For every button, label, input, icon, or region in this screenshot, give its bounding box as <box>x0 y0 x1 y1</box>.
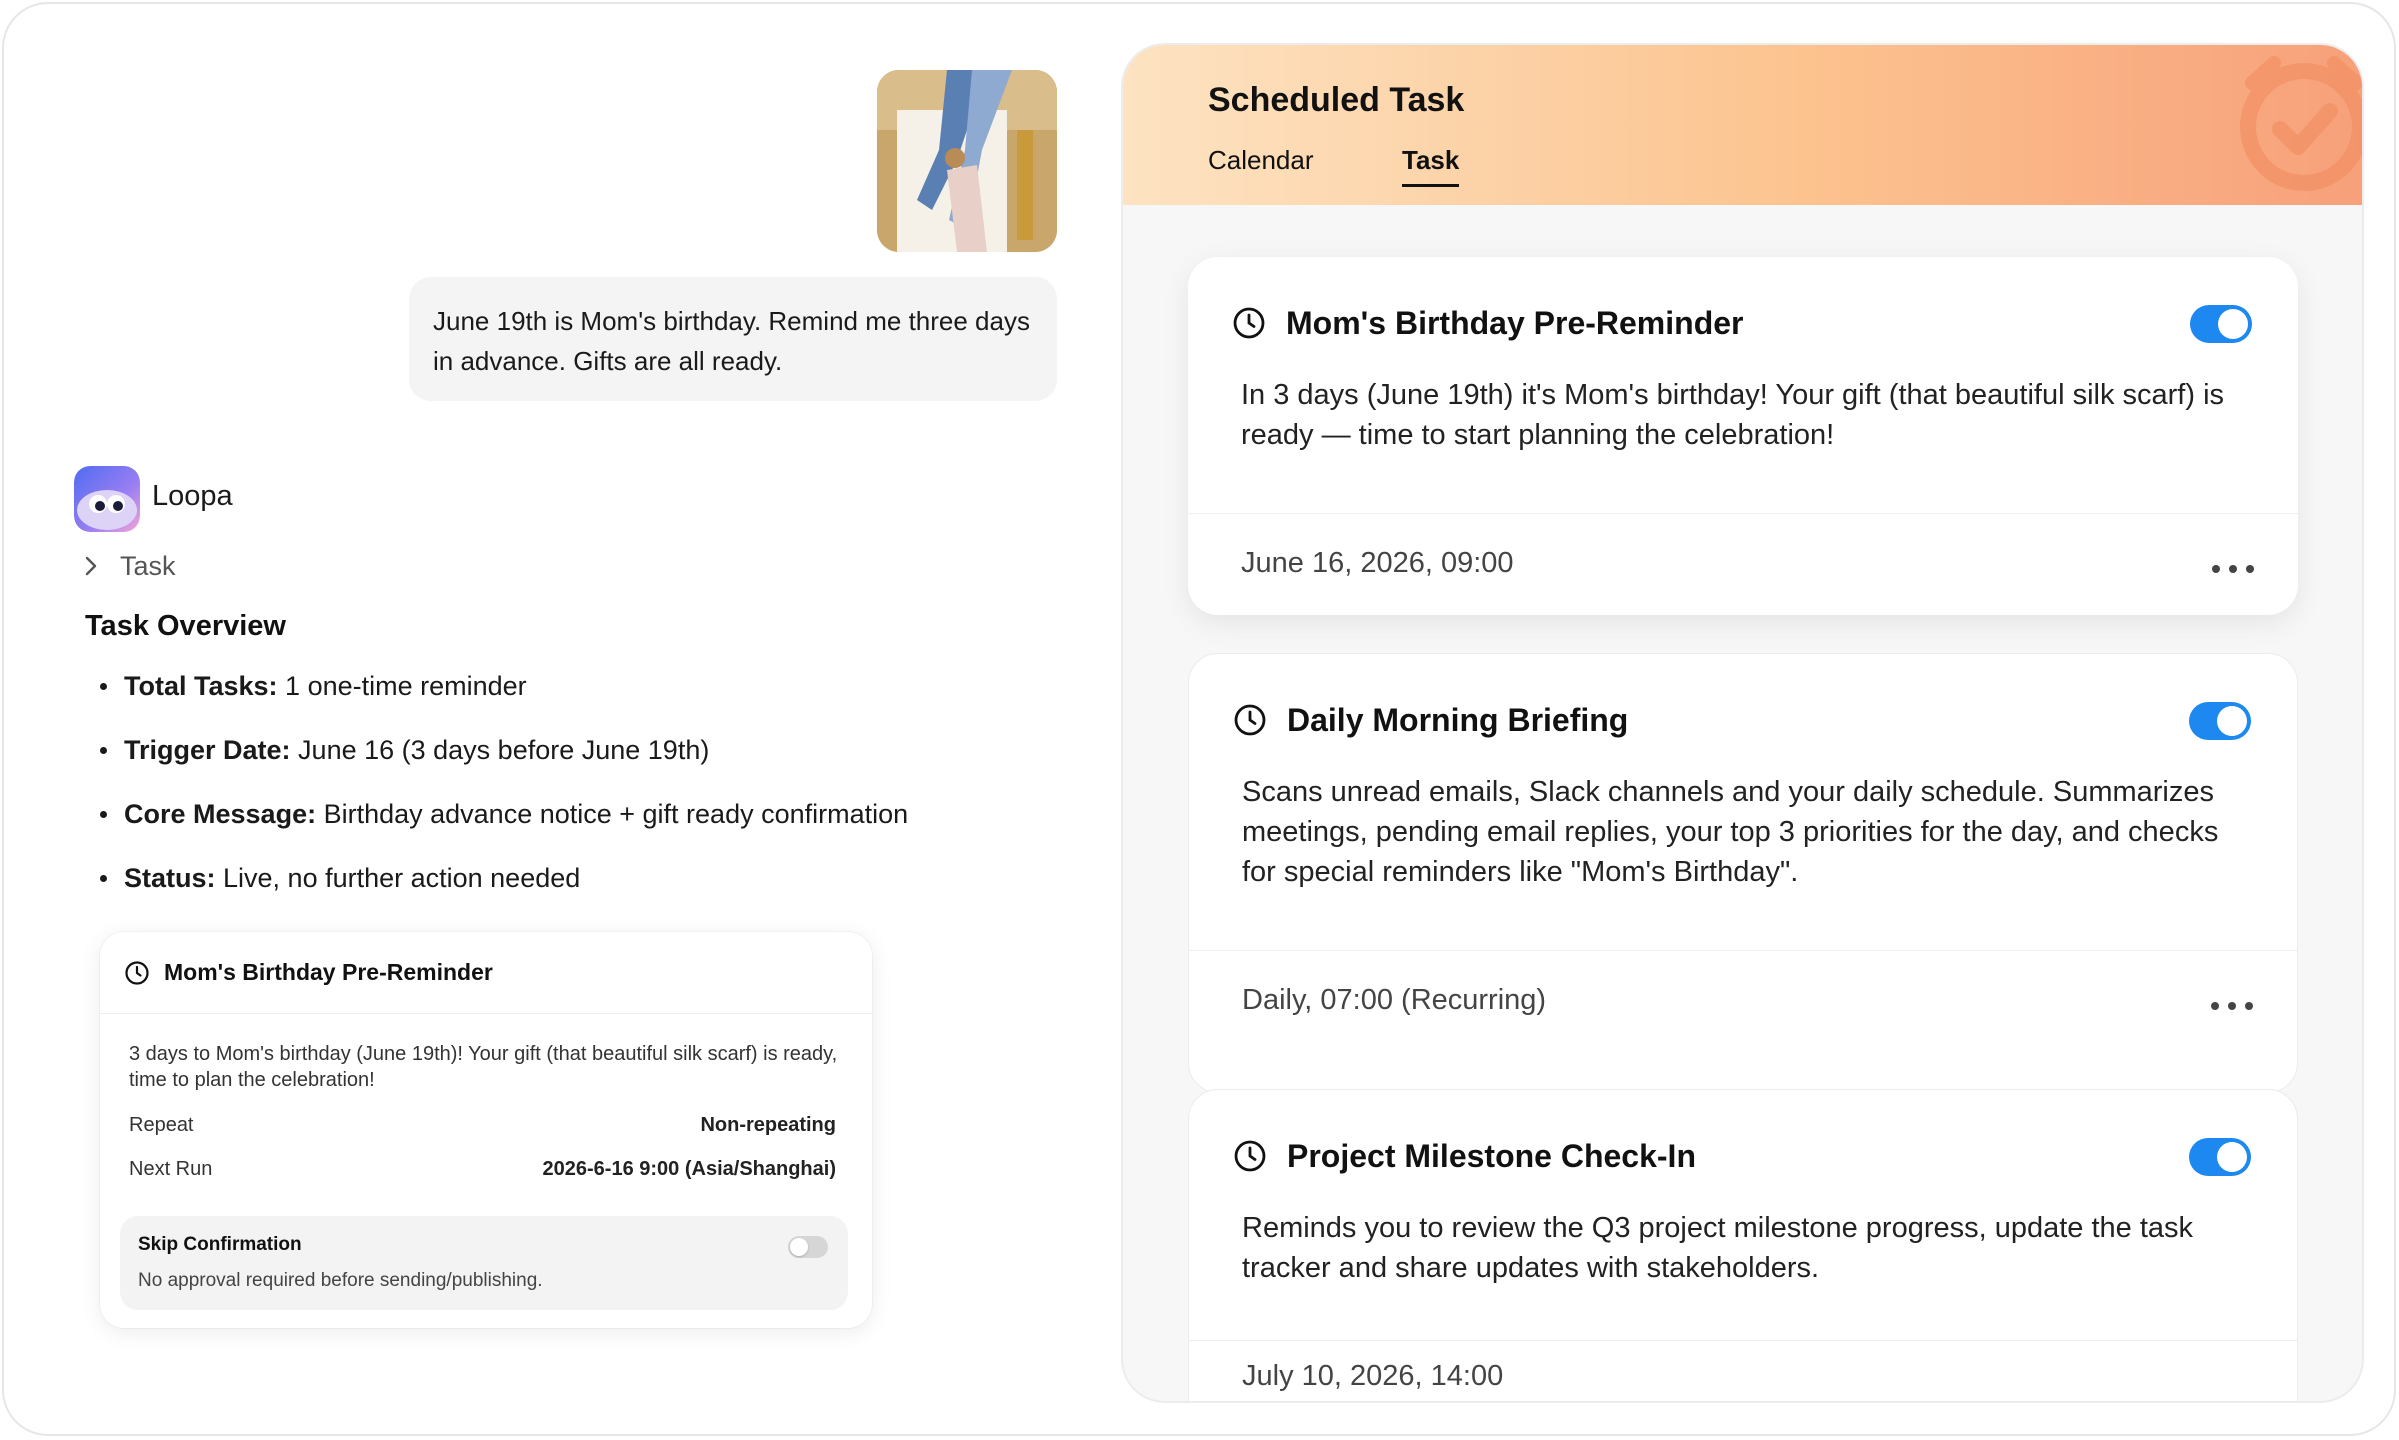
task-card[interactable] <box>1188 653 2298 1093</box>
next-run-value: 2026-6-16 9:00 (Asia/Shanghai) <box>542 1158 836 1180</box>
task-schedule: July 10, 2026, 14:00 <box>1242 1360 1504 1392</box>
skip-confirmation-toggle[interactable] <box>788 1236 828 1258</box>
overview-label: Status: <box>124 863 216 893</box>
reminder-summary-card[interactable] <box>100 932 872 1328</box>
overview-value: June 16 (3 days before June 19th) <box>290 735 710 765</box>
reminder-card-header <box>100 932 872 1014</box>
panel-title: Scheduled Task <box>1208 81 1465 119</box>
task-description: In 3 days (June 19th) it's Mom's birthday! Your gift (that beautiful silk scarf) is ready — time to start planning the celebration! <box>1241 379 2225 451</box>
task-description: Reminds you to review the Q3 project milestone progress, update the task tracker and share updates with stakeholders. <box>1242 1212 2194 1284</box>
repeat-row <box>129 1114 836 1137</box>
clock-icon <box>1233 703 1267 737</box>
task-overview-heading: Task Overview <box>85 610 286 642</box>
user-message-bubble: June 19th is Mom's birthday. Remind me three days in advance. Gifts are all ready. <box>409 277 1057 401</box>
agent-avatar <box>74 466 140 532</box>
task-title-row <box>1232 303 1743 343</box>
divider <box>1188 513 2298 514</box>
alarm-check-icon <box>2222 45 2364 205</box>
repeat-value: Non-repeating <box>700 1114 836 1136</box>
reminder-card-description: 3 days to Mom's birthday (June 19th)! Your gift (that beautiful silk scarf) is ready, time to plan the celebration! <box>129 1043 838 1091</box>
list-item <box>100 858 908 922</box>
task-title: Project Milestone Check-In <box>1287 1137 1696 1174</box>
next-run-row <box>129 1158 836 1181</box>
task-schedule: June 16, 2026, 09:00 <box>1241 547 1514 579</box>
scarf-photo-illustration <box>877 70 1057 252</box>
task-title-row <box>1233 1136 1696 1176</box>
overview-label: Trigger Date: <box>124 735 291 765</box>
agent-name: Loopa <box>152 480 233 512</box>
clock-icon <box>124 960 150 986</box>
task-overview-list <box>100 666 908 922</box>
panel-header <box>1123 45 2362 205</box>
app-window <box>2 2 2396 1436</box>
task-expand-toggle[interactable] <box>80 550 176 582</box>
clock-icon <box>1232 306 1266 340</box>
skip-confirmation-subtitle: No approval required before sending/publishing. <box>138 1270 543 1291</box>
overview-value: Live, no further action needed <box>215 863 581 893</box>
task-expand-label: Task <box>120 550 176 581</box>
chevron-right-icon <box>80 555 102 577</box>
tab-task[interactable]: Task <box>1402 145 1459 187</box>
list-item <box>100 794 908 858</box>
list-item <box>100 666 908 730</box>
task-card[interactable] <box>1188 1089 2298 1403</box>
loopa-logo-icon <box>74 466 140 532</box>
task-enabled-toggle[interactable] <box>2189 702 2251 740</box>
skip-confirmation-setting <box>120 1216 848 1310</box>
more-options-icon[interactable] <box>2211 1002 2253 1012</box>
divider <box>1189 1340 2297 1341</box>
divider <box>1189 950 2297 951</box>
task-enabled-toggle[interactable] <box>2189 1138 2251 1176</box>
task-title: Daily Morning Briefing <box>1287 701 1629 738</box>
overview-value: Birthday advance notice + gift ready confirmation <box>316 799 909 829</box>
task-enabled-toggle[interactable] <box>2190 305 2252 343</box>
task-title-row <box>1233 700 1628 740</box>
tab-calendar[interactable]: Calendar <box>1208 145 1314 175</box>
skip-confirmation-title: Skip Confirmation <box>138 1234 302 1255</box>
clock-icon <box>1233 1139 1267 1173</box>
task-title: Mom's Birthday Pre-Reminder <box>1286 304 1744 341</box>
overview-label: Total Tasks: <box>124 671 278 701</box>
next-run-label: Next Run <box>129 1158 213 1180</box>
task-schedule: Daily, 07:00 (Recurring) <box>1242 984 1547 1016</box>
repeat-label: Repeat <box>129 1114 194 1136</box>
scheduled-task-panel <box>1121 43 2364 1403</box>
list-item <box>100 730 908 794</box>
more-options-icon[interactable] <box>2212 565 2254 575</box>
reminder-card-title: Mom's Birthday Pre-Reminder <box>164 959 493 985</box>
task-description: Scans unread emails, Slack channels and your daily schedule. Summarizes meetings, pending email replies, your top 3 priorities for the day, and checks for special reminders like "Mom's Birthday". <box>1242 776 2219 888</box>
attached-photo-silk-scarf[interactable] <box>877 70 1057 252</box>
overview-value: 1 one-time reminder <box>277 671 527 701</box>
overview-label: Core Message: <box>124 799 317 829</box>
task-card[interactable] <box>1188 257 2298 615</box>
